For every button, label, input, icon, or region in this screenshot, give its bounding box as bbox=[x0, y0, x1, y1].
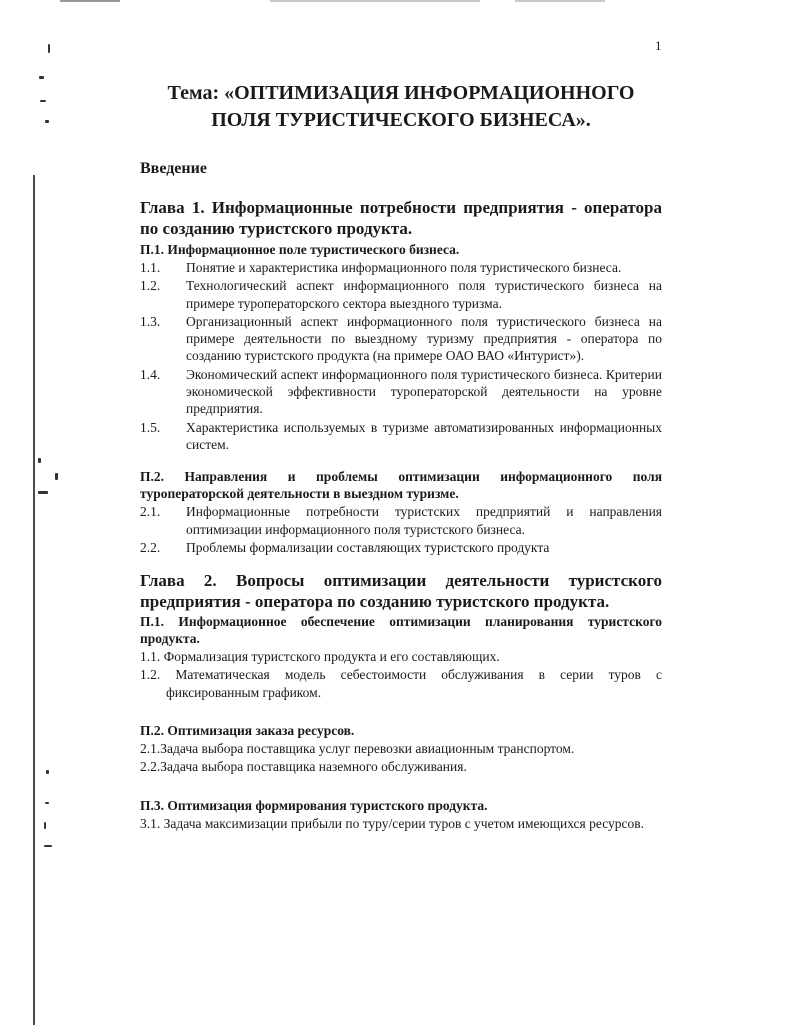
chapter-1-section-2-list bbox=[140, 503, 662, 556]
scan-speck bbox=[44, 845, 52, 847]
chapter-2-section-1-list bbox=[140, 648, 662, 701]
page-number: 1 bbox=[655, 38, 662, 53]
list-item: 1.2. Технологический аспект информационного поля туристического бизнеса на примере туроператорского сектора выездного туризма. bbox=[140, 278, 662, 311]
list-item: 1.2. Математическая модель себестоимости обслуживания в серии туров с фиксированным графиком. bbox=[140, 667, 662, 700]
list-item: 1.5. Характеристика используемых в туризме автоматизированных информационных систем. bbox=[140, 419, 662, 452]
scan-speck bbox=[48, 44, 50, 53]
chapter-2-section-3-heading: П.3. Оптимизация формирования туристского продукта. bbox=[140, 797, 488, 813]
chapter-1-section-1-heading: П.1. Информационное поле туристического бизнеса. bbox=[140, 242, 460, 257]
chapter-1-heading: Глава 1. Информационные потребности предприятия - оператора по созданию туристского продукта. bbox=[140, 198, 662, 238]
list-item: 1.4. Экономический аспект информационного поля туристического бизнеса. Критерии экономической эффективности туроператорской деятельности на уровне предприятия. bbox=[140, 366, 662, 417]
list-item: 2.2. Проблемы формализации составляющих туристского продукта bbox=[140, 539, 550, 555]
list-item: 2.2.Задача выбора поставщика наземного обслуживания. bbox=[140, 759, 467, 775]
scan-speck bbox=[46, 770, 49, 774]
scan-edge-line bbox=[60, 0, 120, 2]
scan-speck bbox=[55, 473, 58, 480]
list-item: 2.1. Информационные потребности туристских предприятий и направления оптимизации информационного поля туристского бизнеса. bbox=[140, 504, 662, 537]
chapter-2-section-3-list bbox=[140, 815, 662, 832]
chapter-2-heading: Глава 2. Вопросы оптимизации деятельности туристского предприятия - оператора по созданию туристского продукта. bbox=[140, 571, 662, 612]
scan-speck bbox=[40, 100, 46, 102]
document-title: Тема: «ОПТИМИЗАЦИЯ ИНФОРМАЦИОННОГО ПОЛЯ ТУРИСТИЧЕСКОГО БИЗНЕСА». bbox=[167, 82, 635, 131]
chapter-1-section-1-list bbox=[140, 259, 662, 453]
chapter-1-section-2-heading: П.2. Направления и проблемы оптимизации информационного поля туроператорской деятельности в выездном туризме. bbox=[140, 469, 662, 502]
scan-speck bbox=[38, 491, 48, 494]
scan-edge-line bbox=[270, 0, 480, 2]
scan-speck bbox=[45, 802, 49, 804]
scan-speck bbox=[38, 458, 41, 463]
scan-speck bbox=[39, 76, 44, 79]
list-item: 1.3. Организационный аспект информационного поля туристического бизнеса на примере деятельности по выездному туризму предприятия - оператора по созданию туристского продукта (на примере ОАО ВАО «Интурист»). bbox=[140, 313, 662, 364]
scan-edge-line bbox=[515, 0, 605, 2]
document-body bbox=[140, 80, 662, 832]
list-item: 3.1. Задача максимизации прибыли по туру/серии туров с учетом имеющихся ресурсов. bbox=[140, 815, 645, 831]
list-item: 1.1. Понятие и характеристика информационного поля туристического бизнеса. bbox=[140, 260, 622, 275]
introduction-heading: Введение bbox=[140, 160, 207, 177]
chapter-2-section-2-heading: П.2. Оптимизация заказа ресурсов. bbox=[140, 723, 355, 739]
scan-speck bbox=[45, 120, 49, 123]
chapter-2-section-1-heading: П.1. Информационное обеспечение оптимизации планирования туристского продукта. bbox=[140, 614, 662, 647]
list-item: 2.1.Задача выбора поставщика услуг перевозки авиационным транспортом. bbox=[140, 741, 575, 757]
list-item: 1.1. Формализация туристского продукта и его составляющих. bbox=[140, 649, 500, 665]
scan-speck bbox=[44, 822, 46, 829]
scan-binding-line bbox=[33, 175, 35, 1025]
chapter-2-section-2-list bbox=[140, 740, 662, 776]
